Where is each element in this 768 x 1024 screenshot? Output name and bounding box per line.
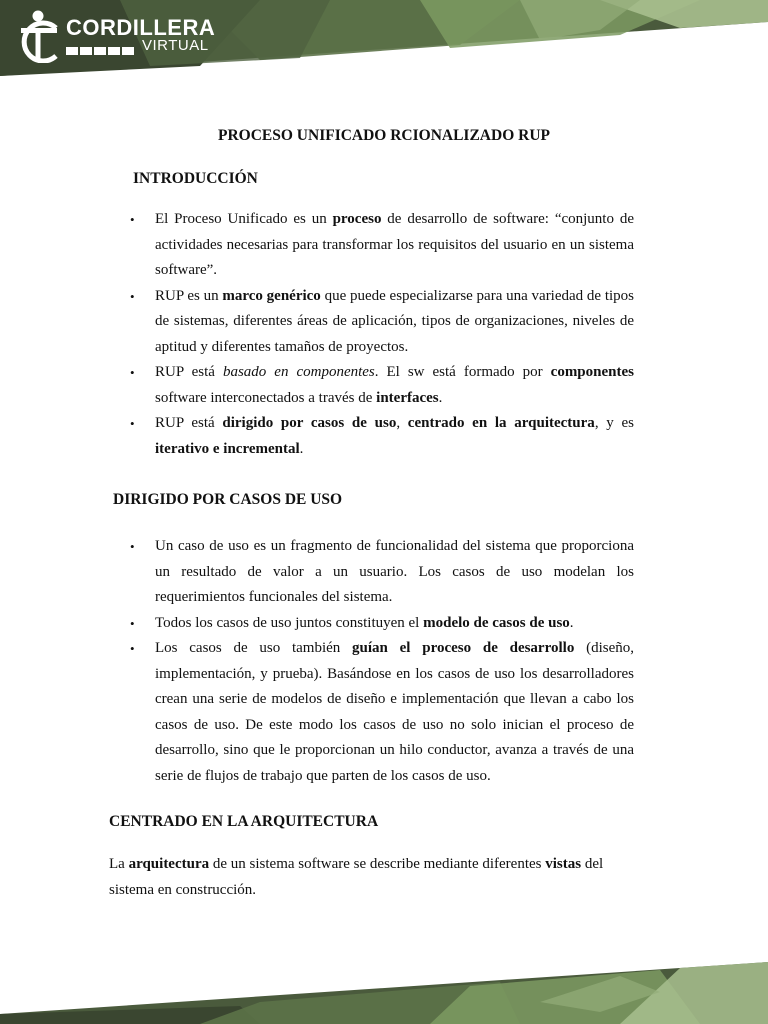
bold-text: marco genérico xyxy=(222,287,321,304)
text-run: . xyxy=(438,389,443,406)
text-run: de un sistema software se describe mediante diferentes xyxy=(209,856,546,872)
list-item xyxy=(0,636,634,789)
bold-text: proceso xyxy=(332,211,382,227)
section-heading-casos-de-uso: DIRIGIDO POR CASOS DE USO xyxy=(113,491,343,508)
section-heading-arquitectura: CENTRADO EN LA ARQUITECTURA xyxy=(109,813,379,830)
list-item xyxy=(0,207,634,284)
text-run: , xyxy=(396,415,408,431)
list-item xyxy=(0,611,634,637)
text-run: RUP es un xyxy=(155,287,223,304)
bold-text: arquitectura xyxy=(128,856,210,872)
text-run: (diseño, implementación, y prueba). Basándose en los casos de uso los desarrolladores crean una serie de modelos de diseño e implementación que llevan a cabo los casos de uso. De este modo los casos de uso no solo inician el proceso de desarrollo, sino que le proporcionan un hilo conductor, avanza a través de una serie de flujos de trabajo que parten de los casos de uso. xyxy=(155,640,634,784)
document-title: PROCESO UNIFICADO RCIONALIZADO RUP xyxy=(218,127,550,144)
arquitectura-paragraph xyxy=(109,851,634,903)
text-run: de desarrollo de software: “conjunto de actividades necesarias para transformar los requisitos del usuario en un sistema software”. xyxy=(155,211,634,278)
list-item xyxy=(0,284,634,361)
text-run: El Proceso Unificado es un xyxy=(155,211,333,227)
bold-text: dirigido por casos de uso xyxy=(222,415,397,431)
bold-text: iterativo e incremental xyxy=(155,440,300,457)
cordillera-virtual-logo xyxy=(16,9,216,63)
logo-bars-decoration xyxy=(66,42,138,51)
list-item xyxy=(0,411,634,462)
text-run: del sistema en construcción. xyxy=(109,856,604,898)
text-run: que puede especializarse para una variedad de tipos de sistemas, diferentes áreas de aplicación, tipos de organizaciones, niveles de aptitud y diferentes tamaños de proyectos. xyxy=(155,287,634,355)
list-item xyxy=(0,534,634,611)
logo-wordmark-primary: CORDILLERA xyxy=(66,15,216,40)
section-heading-introduccion: INTRODUCCIÓN xyxy=(133,170,258,187)
logo-mark-icon xyxy=(16,9,62,63)
text-run: . xyxy=(299,440,304,457)
text-run: Los casos de uso también xyxy=(155,640,353,656)
italic-text: basado en componentes xyxy=(222,364,375,380)
text-run: , y es xyxy=(594,415,634,431)
text-run: . El sw está formado por xyxy=(374,364,551,380)
bold-text: centrado en la arquitectura xyxy=(407,415,595,431)
text-run: Un caso de uso es un fragmento de funcionalidad del sistema que proporciona un resultado de valor a un usuario. Los casos de uso modelan los requerimientos funcionales del sistema. xyxy=(155,538,634,605)
text-run: RUP está xyxy=(155,415,223,431)
casos-de-uso-bullet-list xyxy=(0,534,768,789)
text-run: software interconectados a través de xyxy=(155,389,377,406)
bold-text: guían el proceso de desarrollo xyxy=(352,640,575,656)
bold-text: modelo de casos de uso xyxy=(423,614,570,631)
bold-text: vistas xyxy=(545,856,582,872)
logo-wordmark-secondary: VIRTUAL xyxy=(142,37,209,54)
text-run: RUP está xyxy=(155,364,223,380)
text-run: La xyxy=(109,856,129,872)
footer-banner xyxy=(0,962,768,1024)
text-run: Todos los casos de uso juntos constituyen el xyxy=(155,614,424,631)
introduccion-bullet-list xyxy=(0,207,768,462)
text-run: . xyxy=(569,614,574,631)
bold-text: interfaces xyxy=(376,389,439,406)
bold-text: componentes xyxy=(550,364,634,380)
list-item xyxy=(0,360,634,411)
